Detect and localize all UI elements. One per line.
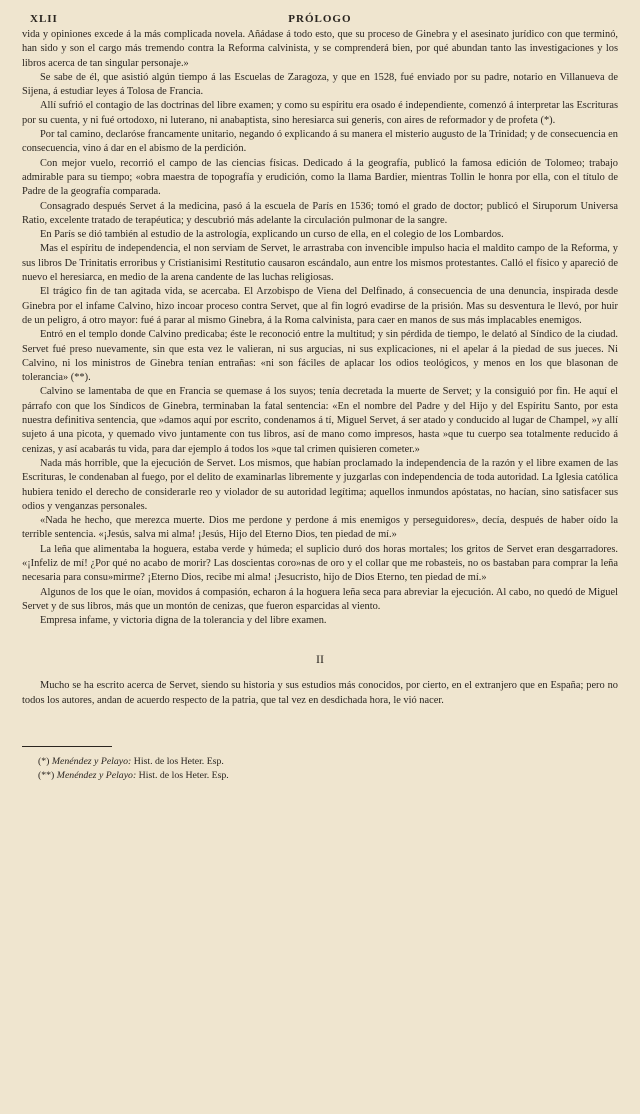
section-paragraph: Mucho se ha escrito acerca de Servet, siendo su historia y sus estudios más conocidos, por cierto, en el extranjero que en España; pero no todos los autores, andan de acuerdo respecto de la patria, que tal vez en desdichada hora, le vió nacer. [22, 680, 618, 706]
footnote-mark: (*) [38, 756, 50, 768]
page-header [22, 10, 618, 28]
footnote-author: Menéndez y Pelayo: [56, 770, 137, 782]
footnote-mark: (**) [38, 770, 55, 782]
paragraph: Por tal camino, declaróse francamente unitario, negando ó explicando á su manera el misterio augusto de la Trinidad; y de consecuencia en consecuencia, vino á dar en el abismo de la perdición. [22, 129, 618, 155]
footnote-author: Menéndez y Pelayo: [51, 756, 132, 768]
footnote [22, 769, 618, 783]
paragraph: Nada más horrible, que la ejecución de Servet. Los mismos, que habían proclamado la independencia de la razón y el libre examen de las Escrituras, le condenaban al fuego, por el delito de examinarlas libremente y juzgarlas con independencia de toda autoridad. La Iglesia católica hubiera tenido el derecho de considerarle reo y violador de su autoridad legítima; aquellos inmundos apóstatas, no hacían, sino satisfacer sus odios y venganzas personales. [22, 457, 618, 512]
footnote-ref: Hist. de los Heter. Esp. [133, 756, 224, 768]
footnote [22, 755, 618, 769]
paragraph: Entró en el templo donde Calvino predicaba; éste le reconoció entre la multitud; y sin pérdida de tiempo, le delató al Síndico de la ciudad. Servet fué preso nuevamente, sin que esta vez le valieran, ni sus argucias, ni sus explicaciones, ni el apelar á la piedad de sus jueces. Ni Calvino, ni los ministros de Ginebra tenían entrañas: «ni son fáciles de aplacar los odios teológicos, y menos en los que blasonan de tolerancia» (**). [22, 329, 618, 384]
page-number: XLII [30, 13, 58, 25]
paragraph: Calvino se lamentaba de que en Francia se quemase á los suyos; tenía decretada la muerte de Servet; y la consiguió por fin. He aquí el párrafo con que los Síndicos de Ginebra, terminaban la fatal sentencia: «En el nombre del Padre y del Hijo y del Espíritu Santo, por esta nuestra definitiva sentencia, que »damos aquí por escrito, condenamos á tí, Miguel Servet, á ser atado y conducido al lugar de Champel, »y allí sujeto á una picota, y quemado vivo juntamente con tus libros, así de mano como impresos, hasta »que tu cuerpo sea totalmente reducido á cenizas, y así acabarás tu vida, para dar ejemplo á todos los »que tal crimen quisieren cometer.» [22, 386, 618, 455]
paragraph: El trágico fin de tan agitada vida, se acercaba. El Arzobispo de Viena del Delfinado, á consecuencia de una denuncia, inspirada desde Ginebra por el infame Calvino, hizo incoar proceso contra Servet, que al fin logró evadirse de la prisión. Mas su desventura le llevó, por huir de un peligro, á otro mayor: fué á parar al mismo Ginebra, á la Roma calvinista, para caer en manos de sus más implacables enemigos. [22, 286, 618, 326]
paragraph: La leña que alimentaba la hoguera, estaba verde y húmeda; el suplicio duró dos horas mortales; los gritos de Servet eran desgarradores. «¡Infeliz de mí! ¿Por qué no acabo de morir? Las doscientas coro»nas de oro y el collar que me robasteis, no os bastaban para comprar la leña necesaria para consu»mirme? ¡Eterno Dios, recibe mi alma! ¡Jesucristo, hijo de Dios Eterno, ten piedad de mí.» [22, 543, 618, 584]
paragraph: Mas el espíritu de independencia, el non serviam de Servet, le arrastraba con invencible impulso hacia el maldito campo de la Reforma, y sus libros De Trinitatis erroribus y Cristianisimi Restitutio causaron escándalo, aun entre los mismos protestantes. Calló el físico y apareció de nuevo el heresiarca, en medio de la arena candente de las luchas religiosas. [22, 243, 618, 284]
paragraph: En París se dió también al estudio de la astrología, explicando un curso de ella, en el colegio de los Lombardos. [40, 229, 504, 241]
running-title: PRÓLOGO [288, 13, 352, 25]
paragraph: Empresa infame, y victoria digna de la tolerancia y del libre examen. [40, 615, 327, 627]
paragraph: Con mejor vuelo, recorrió el campo de las ciencias físicas. Dedicado á la geografía, publicó la famosa edición de Tolomeo; trabajo admirable para su tiempo; «obra maestra de topografía y erudición, como la llama Bardier, mientras Tollin le honra por ella, con el título de Padre de la geografía comparada. [22, 157, 618, 198]
paragraph: «Nada he hecho, que merezca muerte. Dios me perdone y perdone á mis enemigos y perseguidores», decía, después de haber oído la terrible sentencia. «¡Jesús, salva mi alma! ¡Jesús, Hijo del Eterno Dios, ten piedad de mí.» [22, 515, 618, 541]
main-text [22, 28, 618, 708]
footnote-ref: Hist. de los Heter. Esp. [138, 770, 229, 782]
paragraph: Algunos de los que le oían, movidos á compasión, echaron á la hoguera leña seca para abreviar la ejecución. Al cabo, no quedó de Miguel Servet y de sus libros, más que un montón de cenizas, que fueron esparcidas al viento. [22, 586, 618, 612]
paragraph: Consagrado después Servet á la medicina, pasó á la escuela de París en 1536; tomó el grado de doctor; publicó el Siruporum Universa Ratio, excelente tratado de terapéutica; y descubrió más adelante la circulación pulmonar de la sangre. [22, 200, 618, 226]
section-number: II [316, 652, 324, 667]
paragraph: Allí sufrió el contagio de las doctrinas del libre examen; y como su espíritu era osado é independiente, comenzó á interpretar las Escrituras por su cuenta, y ni fué ortodoxo, ni luterano, ni anabaptista, sino heresiarca sui generis, con aires de reformador y de profeta (*). [22, 100, 618, 126]
paragraph: vida y opiniones excede á la más complicada novela. Añádase á todo esto, que su proceso de Ginebra y el asesinato jurídico con que terminó, han sido y son el cargo más tremendo contra la Reforma calvinista, y se comprenderá bien, por qué abundan tanto las investigaciones y los libros acerca de tan singular personaje.» [22, 29, 618, 69]
footnote-divider [22, 746, 112, 747]
paragraph: Se sabe de él, que asistió algún tiempo á las Escuelas de Zaragoza, y que en 1528, fué enviado por su padre, notario en Villanueva de Sijena, á estudiar leyes á Tolosa de Francia. [22, 71, 618, 98]
footnotes [22, 755, 618, 783]
